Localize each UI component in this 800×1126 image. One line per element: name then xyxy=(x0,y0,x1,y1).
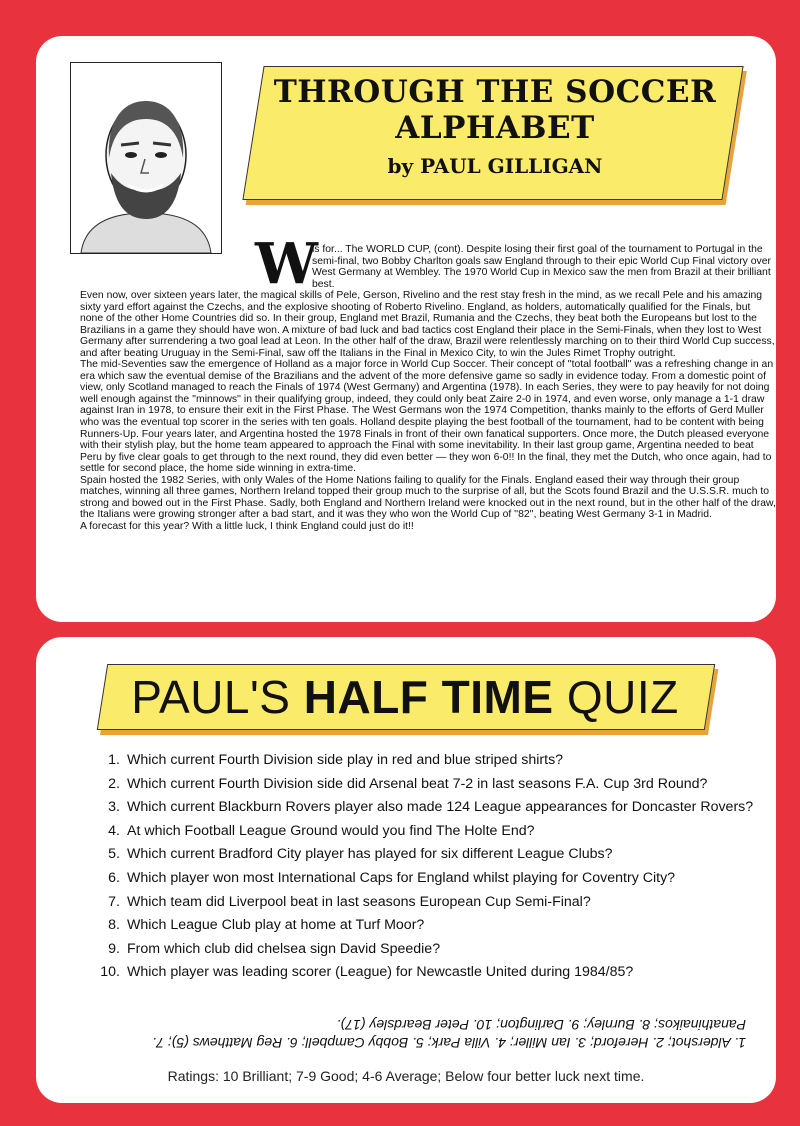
quiz-title-suffix: QUIZ xyxy=(566,671,679,723)
quiz-question xyxy=(96,917,756,935)
drop-cap: W xyxy=(255,231,318,297)
quiz-title-bold: HALF TIME xyxy=(303,671,554,723)
question-number: 4. xyxy=(108,822,120,839)
quiz-title xyxy=(102,668,708,726)
article-title xyxy=(270,74,720,178)
quiz-question xyxy=(96,870,756,888)
question-number: 3. xyxy=(108,799,120,816)
quiz-question xyxy=(96,752,756,770)
quiz-question xyxy=(96,941,756,959)
quiz-question-list xyxy=(96,752,756,988)
quiz-question xyxy=(96,799,756,817)
question-number: 8. xyxy=(108,917,120,934)
quiz-title-prefix: PAUL'S xyxy=(131,671,291,723)
question-number: 6. xyxy=(108,869,120,886)
question-number: 5. xyxy=(108,846,120,863)
article-paragraph: is for... The WORLD CUP, (cont). Despite losing their first goal of the tournament to Portugal in the semi-final, two Bobby Charlton goals saw England through to their epic World Cup Final victory over West Germany at Wembley. The 1970 World Cup in Mexico saw the men from Brazil at their brilliant best. xyxy=(312,244,771,290)
question-text: Which current Bradford City player has played for six different League Clubs? xyxy=(127,846,613,863)
title-line-2: ALPHABET xyxy=(395,110,595,146)
quiz-ratings: Ratings: 10 Brilliant; 7-9 Good; 4-6 Average; Below four better luck next time. xyxy=(167,1068,645,1084)
question-text: Which League Club play at home at Turf Moor? xyxy=(127,917,425,934)
question-number: 2. xyxy=(108,775,120,792)
upside-down-answers: 1. Aldershot; 2. Hereford; 3. Ian Miller; 4. Villa Park; 5. Bobby Campbell; 6. Reg Matthews (5); 7. Panathinaikos; 8. Burnley; 9. Darlington; 10. Peter Beardsley (17). xyxy=(152,1017,746,1051)
quiz-question xyxy=(96,823,756,841)
question-text: Which player won most International Caps for England whilst playing for Coventry City? xyxy=(127,869,676,886)
question-text: At which Football League Ground would you find The Holte End? xyxy=(127,822,535,839)
author-photo xyxy=(70,62,222,254)
author-byline: by PAUL GILLIGAN xyxy=(387,154,603,178)
article-intro xyxy=(312,244,776,290)
question-text: Which player was leading scorer (League) for Newcastle United during 1984/85? xyxy=(127,964,634,981)
article-paragraph: Even now, over sixteen years later, the magical skills of Pele, Gerson, Rivelino and the rest stay fresh in the mind, as we recall Pele and his amazing sixty yard effort against the Czechs, and the explosive shooting of Roberto Rivelino. England, as holders, automatically qualified for the Finals, but none of the other Home Countries did so. In their group, England met Brazil, Rumania and the Czechs, they beat both the Europeans but lost to the Brazilians in a game they should have won. A mixture of bad luck and bad tactics cost England their place in the Semi-Finals, when they lost to West Germany after surrendering a two goal lead at Leon. In the other half of the draw, Brazil were relentlessly marching on to their third World Cup success, and after beating Uruguay in the Semi-Final, saw off the Italians in the Final in Mexico City, to win the Jules Rimet Trophy outright. xyxy=(80,290,775,359)
title-line-1: THROUGH THE SOCCER xyxy=(273,74,717,110)
question-number: 10. xyxy=(100,964,120,981)
question-text: Which current Blackburn Rovers player also made 124 League appearances for Doncaster Rovers? xyxy=(127,799,754,816)
author-portrait-image xyxy=(71,63,221,253)
article-paragraph: Spain hosted the 1982 Series, with only Wales of the Home Nations failing to qualify for the Finals. England eased their way through their group matches, winning all three games, Northern Ireland topped their group much to the surprise of all, but the Scots found Brazil and the U.S.S.R. much to strong and bowed out in the First Phase. Sadly, both England and Northern Ireland were knocked out in the next round, but in the other half of the draw, the Italians were growing stronger after a bad start, and it was they who won the World Cup of ''82'', beating West Germany 3-1 in Madrid. xyxy=(80,474,776,521)
article-paragraph: A forecast for this year? With a little luck, I think England could just do it!! xyxy=(80,520,414,532)
quiz-question xyxy=(96,846,756,864)
question-number: 1. xyxy=(108,752,120,768)
question-text: Which current Fourth Division side play in red and blue striped shirts? xyxy=(127,752,564,768)
article-paragraph: The mid-Seventies saw the emergence of Holland as a major force in World Cup Soccer. Their concept of ''total football'' was a refreshing change in an era which saw the eventual demise of the Brazilians and the advent of the more defensive game so sadly in evidence today. From a domestic point of view, only Scotland managed to reach the Finals of 1974 (West Germany) and Argentina (1978). In each Series, they were to pay heavily for not doing well enough against the ''minnows'' in their qualifying group, indeed, they could only beat Zaire 2-0 in 1974, and even worse, only manage a 1-1 draw against Iran in 1978, to ensure their exit in the First Phase. The West Germans won the 1974 Competition, thanks mainly to the efforts of Gerd Muller who was the eventual top scorer in the series with ten goals. Holland despite playing the best football of the tournament, had to be content with being Runners-Up. Four years later, and Argentina hosted the 1978 Finals in front of their own fanatical supporters. Once more, the Dutch pleased everyone with their stylish play, but the home team appeared to approach the Final with some inevitability. In their last group game, Argentina needed to beat Peru by five clear goals to get through to the next round, they did even better — they won 6-0!! In the final, they met the Dutch, who once again, had to settle for second place, the home side winning in extra-time. xyxy=(80,359,774,475)
article-body xyxy=(80,290,776,532)
question-text: Which current Fourth Division side did Arsenal beat 7-2 in last seasons F.A. Cup 3rd Round? xyxy=(127,775,708,792)
quiz-question xyxy=(96,964,756,982)
quiz-question xyxy=(96,776,756,794)
quiz-question xyxy=(96,894,756,912)
question-number: 9. xyxy=(108,940,120,957)
question-text: From which club did chelsea sign David Speedie? xyxy=(127,940,441,957)
question-text: Which team did Liverpool beat in last seasons European Cup Semi-Final? xyxy=(127,893,591,910)
question-number: 7. xyxy=(108,893,120,910)
